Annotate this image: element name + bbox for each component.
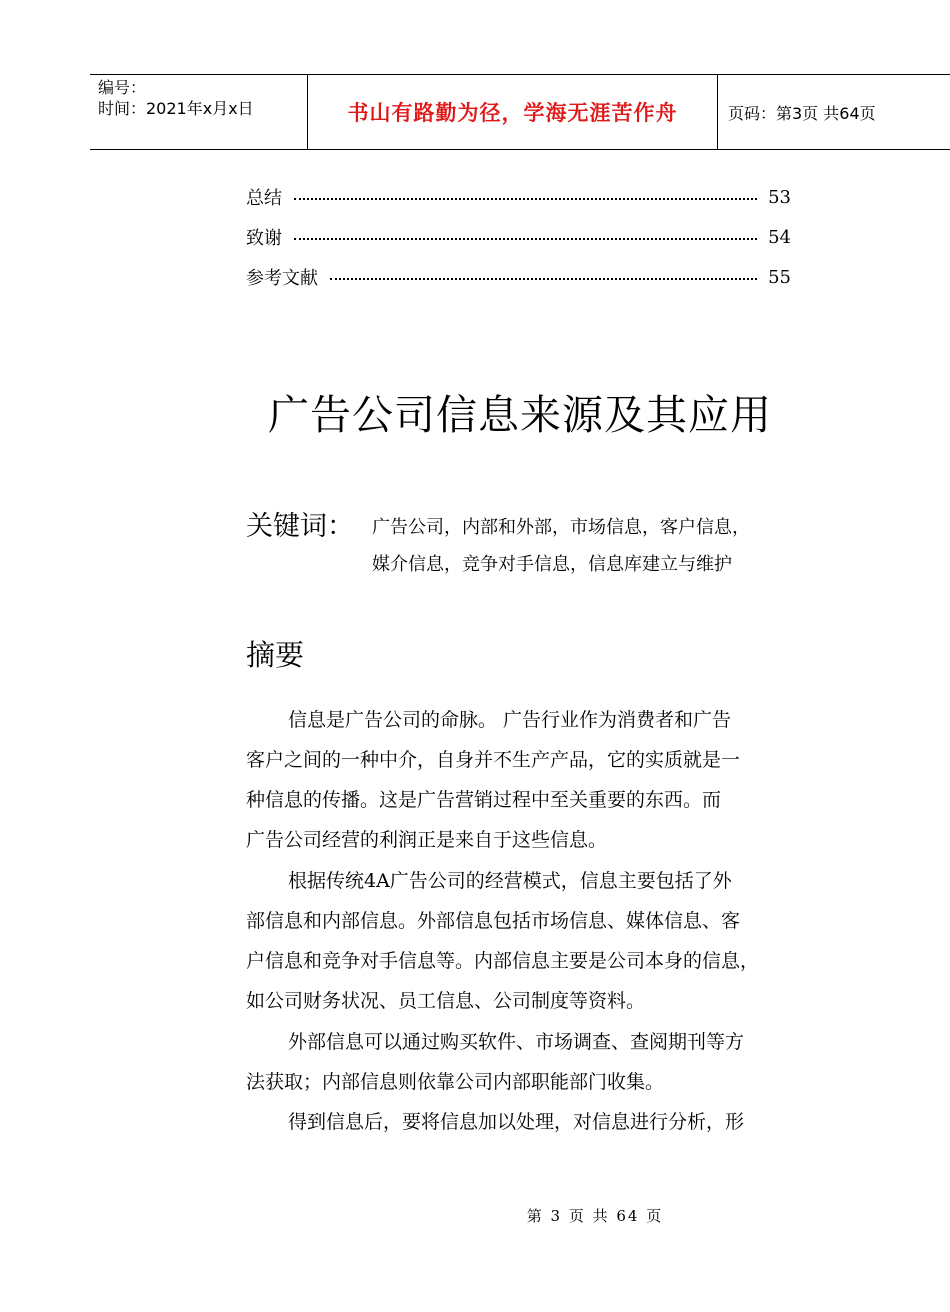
abstract-line: 根据传统4A广告公司的经营模式，信息主要包括了外 (288, 870, 732, 892)
toc-entry-page: 53 (768, 186, 791, 208)
toc-entry (246, 264, 791, 290)
abstract-line: 广告公司经营的利润正是来自于这些信息。 (246, 829, 608, 851)
toc-entry-page: 55 (768, 266, 791, 288)
keywords-line: 广告公司，内部和外部，市场信息，客户信息， (372, 517, 750, 538)
number-label: 编号： (98, 78, 147, 97)
abstract-line: 外部信息可以通过购买软件、市场调查、查阅期刊等方 (288, 1031, 745, 1053)
abstract-heading: 摘要 (246, 638, 305, 672)
header-motto: 书山有路勤为径，学海无涯苦作舟 (308, 75, 718, 149)
document-title: 广告公司信息来源及其应用 (268, 391, 772, 439)
abstract-line: 种信息的传播。这是广告营销过程中至关重要的东西。而 (246, 789, 722, 811)
page-footer: 第 3 页 共 64 页 (526, 1207, 664, 1225)
page-header (90, 74, 950, 150)
keywords-line: 媒介信息，竞争对手信息，信息库建立与维护 (372, 554, 732, 575)
abstract-line: 信息是广告公司的命脉。 广告行业作为消费者和广告 (288, 709, 732, 731)
keywords-label: 关键词： (246, 511, 354, 542)
toc-entry-label: 致谢 (246, 228, 282, 249)
toc-entry-label: 总结 (246, 188, 282, 209)
toc-leader-dots (330, 278, 757, 280)
abstract-line: 客户之间的一种中介，自身并不生产产品，它的实质就是一 (246, 749, 741, 771)
toc-entry-page: 54 (768, 226, 791, 248)
header-page-info: 页码：第3页 共64页 (728, 103, 876, 123)
toc-entry (246, 184, 791, 210)
toc-entry (246, 224, 791, 250)
header-meta-cell (90, 75, 308, 149)
time-label: 时间：2021年x月x日 (98, 99, 254, 118)
abstract-line: 得到信息后，要将信息加以处理，对信息进行分析，形 (288, 1111, 745, 1133)
abstract-line: 法获取；内部信息则依靠公司内部职能部门收集。 (246, 1071, 665, 1093)
abstract-line: 部信息和内部信息。外部信息包括市场信息、媒体信息、客 (246, 910, 741, 932)
toc-entry-label: 参考文献 (246, 268, 318, 289)
abstract-line: 如公司财务状况、员工信息、公司制度等资料。 (246, 990, 646, 1012)
toc-leader-dots (294, 238, 757, 240)
abstract-line: 户信息和竞争对手信息等。内部信息主要是公司本身的信息， (246, 950, 760, 972)
toc-leader-dots (294, 198, 757, 200)
